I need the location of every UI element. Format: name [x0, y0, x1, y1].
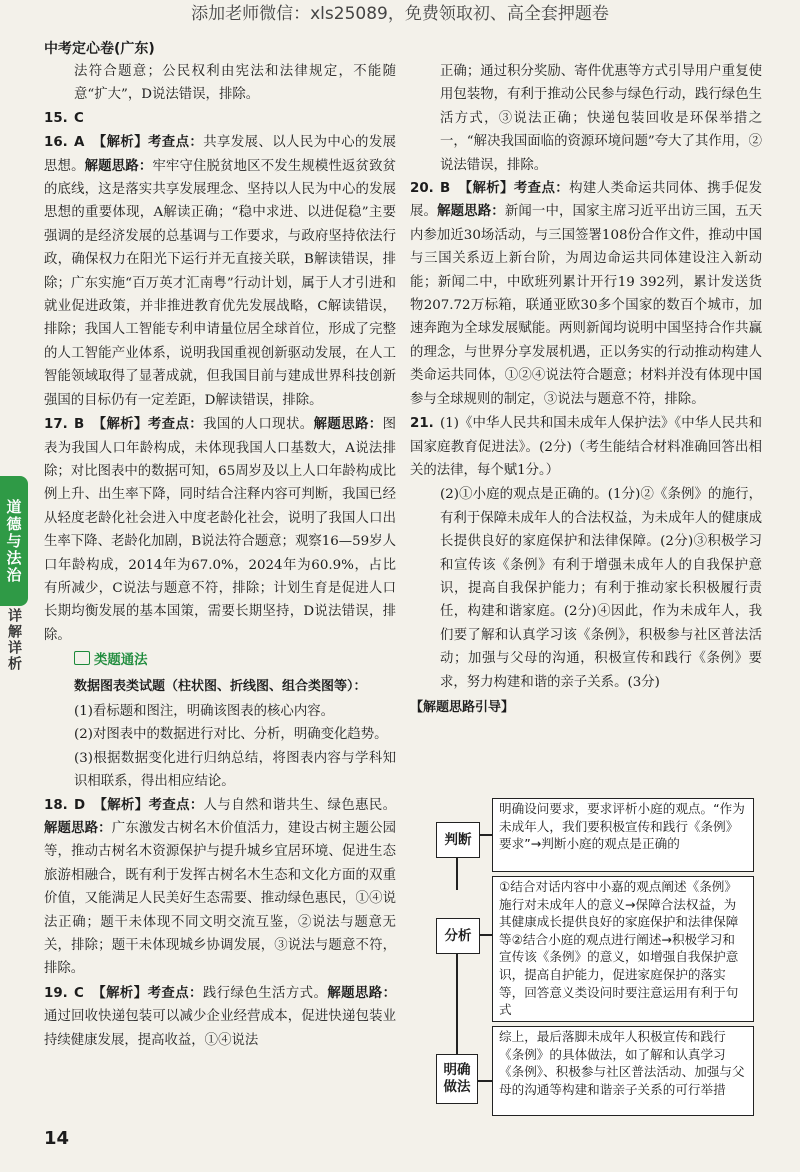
guide-title: 【解题思路引导】 — [410, 699, 515, 715]
solution-text: 通过回收快递包装可以减少企业经营成本，促进快递包装业持续健康发展，提高收益，①④说法 — [44, 1009, 396, 1048]
method-label: 明确做法 — [436, 1054, 478, 1104]
key-point-label: 考查点： — [148, 134, 204, 151]
answer-letter: D — [74, 797, 86, 813]
question-21 — [410, 412, 762, 482]
tip-item: (3)根据数据变化进行归纳总结，将图表内容与学科知识相联系，得出相应结论。 — [74, 750, 396, 790]
pencil-note-icon — [74, 651, 90, 665]
key-point-label: 考查点： — [147, 984, 203, 1001]
solution-text: 图表为我国人口年龄构成，未体现我国人口基数大，A说法排除；对比图表中的数据可知，65周岁及以上人口年龄构成比例上升、出生率下降，同时结合注释内容可判断，我国已经从轻度老龄化社会进入中度老龄化社会，说明了我国人口出生率下降、老龄化加剧，B说法符合题意；观察16—59岁人口年龄构成，2014年为67.0%，2024年为60.9%，占比有所减少，C说法与题意不符，排除；计划生育是促进人口长期均衡发展的基本国策，需要长期坚持，D说法错误，排除。 — [44, 417, 397, 643]
analyze-box: ①结合对话内容中小嘉的观点阐述《条例》施行对未成年人的意义→保障合法权益，为其健康成长提供良好的家庭保护和法律保障等②结合小庭的观点进行阐述→积极学习和宣传该《条例》的意义，如增强自我保护意识，提高自护能力，促进家庭保护的落实等，回答意义类设问时要注意运用有利于句式 — [492, 876, 754, 1022]
answer-letter: A — [74, 135, 85, 151]
connector-line — [478, 834, 492, 836]
answer-letter: C — [74, 110, 84, 126]
question-16 — [44, 131, 396, 412]
solution-label: 解题思路： — [84, 157, 153, 174]
connector-line — [478, 1080, 492, 1082]
key-point: 共享发展、以人民为中心的发展思想。 — [44, 135, 397, 174]
solution-label: 解题思路： — [313, 416, 383, 433]
analysis-tag: 【解析】 — [91, 985, 148, 1001]
analysis-tag: 【解析】 — [458, 181, 514, 197]
solution-label: 解题思路： — [327, 984, 397, 1001]
key-point: 我国的人口现状。 — [203, 417, 314, 433]
tip-item: (1)看标题和图注，明确该图表的核心内容。 — [74, 703, 334, 719]
connector-line — [456, 858, 458, 890]
key-point-label: 考查点： — [147, 416, 204, 433]
question-number: 20. — [410, 181, 434, 197]
solution-guide-diagram — [436, 798, 762, 1116]
tip-item: (2)对图表中的数据进行对比、分析，明确变化趋势。 — [74, 727, 388, 743]
answer-letter: B — [440, 181, 451, 197]
key-point-label: 考查点： — [148, 796, 204, 813]
key-point: 人与自然和谐共生、绿色惠民。 — [203, 797, 397, 813]
solution-text: 牢牢守住脱贫地区不发生规模性返贫致贫的底线，这是落实共享发展理念、坚持以人民为中心的发展思想的重要体现，A解读正确；“稳中求进、以进促稳”主要强调的是经济发展的总基调与工作要求，与政府坚持依法行政，确保权力在阳光下运行并无直接关联，B解读错误，排除；广东实施“百万英才汇南粤”行动计划，属于人才引进和就业促进政策，并非推进教育优先发展战略，C解读错误，排除；我国人工智能专利申请量位居全球首位，形成了完整的人工智能产业体系，说明我国重视创新驱动发展，在人工智能领域取得了显著成就，但我国目前与建成世界科技创新强国的目标仍有一定差距，D解读错误，排除。 — [44, 158, 397, 408]
connector-line — [478, 934, 492, 936]
continued-text: 正确；通过积分奖励、寄件优惠等方式引导用户重复使用包装物，有利于推动公民参与绿色行动，践行绿色生活方式，③说法正确；快递包装回收是环保举措之一，“解决我国面临的资源环境问题”夸大了其作用，②说法错误，排除。 — [440, 64, 762, 173]
analysis-tag: 【解析】 — [92, 135, 148, 151]
judge-label: 判断 — [436, 822, 480, 858]
analyze-label: 分析 — [436, 918, 480, 954]
question-number: 15. — [44, 110, 68, 126]
answer-part-2: (2)①小庭的观点是正确的。(1分)②《条例》的施行，有利于保障未成年人的合法权益，为未成年人的健康成长提供良好的家庭保护和法律保障。(2分)③积极学习和宣传该《条例》有利于增强未成年人的自我保护意识，提高自我保护能力；有利于推动家长积极履行责任，构建和谐家庭。(2分)④因此，作为未成年人，我们要了解和认真学习该《条例》，积极参与社区普法活动；加强与父母的沟通，积极宣传和践行《条例》要求，努力构建和谐的亲子关系。(3分) — [440, 487, 762, 690]
question-number: 18. — [44, 797, 68, 813]
right-column — [410, 60, 762, 721]
running-head: 中考定心卷(广东) — [44, 41, 155, 57]
solution-text: 广东激发古树名木价值活力，建设古树主题公园等，推动古树名木资源保护与提升城乡宜居环境、促进生态旅游相融合，既有利于发挥古树名木生态和文化方面的双重价值，又能满足人民美好生态需要、推动绿色惠民，①④说法正确；题干未体现不同文明交流互鉴，②说法与题意无关，排除；题干未体现城乡协调发展，③说法与题意不符，排除。 — [44, 821, 397, 977]
question-18 — [44, 794, 396, 981]
question-20 — [410, 177, 762, 411]
analysis-tag: 【解析】 — [93, 797, 149, 813]
watermark-banner: 添加老师微信：xls25089，免费领取初、高全套押题卷 — [191, 4, 609, 24]
answer-letter: B — [74, 417, 85, 433]
section-label: 详解详析 — [6, 608, 22, 672]
answer-part-1: (1)《中华人民共和国未成年人保护法》《中华人民共和国家庭教育促进法》。(2分)（考生能结合材料准确回答出相关的法律，每个赋1分。） — [410, 416, 762, 478]
solution-text: 新闻一中，国家主席习近平出访三国，五天内参加近30场活动，与三国签署108份合作文件，推动中国与三国关系迈上新台阶，为周边命运共同体建设注入新动能；新闻二中，中欧班列累计开行19 392列，累计发送货物207.72万标箱，联通亚欧30多个国家的数百个城市，加速奔跑为全球发展赋能。两则新闻均说明中国坚持合作共赢的理念，与世界分享发展机遇，正以务实的行动推动构建人类命运共同体，①②④说法符合题意；材料并没有体现中国参与全球规则的制定，③说法与题意不符，排除。 — [410, 204, 763, 407]
solution-label: 解题思路： — [437, 203, 505, 220]
question-17 — [44, 413, 396, 647]
judge-box: 明确设问要求，要求评析小庭的观点。“作为未成年人，我们要积极宣传和践行《条例》要求”→判断小庭的观点是正确的 — [492, 798, 754, 872]
tip-title: 类题通法 — [94, 653, 148, 669]
method-box: 综上，最后落脚未成年人积极宣传和践行《条例》的具体做法，如了解和认真学习《条例》、积极参与社区普法活动、加强与父母的沟通等构建和谐亲子关系的可行举措 — [492, 1026, 754, 1116]
solution-label: 解题思路： — [44, 820, 112, 836]
question-number: 19. — [44, 985, 68, 1001]
continued-text: 法符合题意；公民权利由宪法和法律规定，不能随意“扩大”，D说法错误，排除。 — [74, 64, 396, 103]
page-number: 14 — [44, 1128, 70, 1149]
question-15 — [44, 107, 396, 130]
question-number: 21. — [410, 416, 434, 432]
left-column — [44, 60, 396, 1053]
analysis-tag: 【解析】 — [92, 417, 148, 433]
subject-tab: 道德与法治 — [0, 476, 28, 606]
question-number: 16. — [44, 135, 68, 151]
question-number: 17. — [44, 417, 68, 433]
question-19 — [44, 982, 396, 1052]
key-point: 践行绿色生活方式。 — [202, 985, 328, 1001]
key-point: 构建人类命运共同体、携手促发展。 — [410, 181, 763, 220]
tip-subhead: 数据图表类试题（柱状图、折线图、组合类图等）： — [74, 678, 367, 694]
tip-heading — [74, 649, 396, 672]
answer-letter: C — [74, 985, 84, 1001]
key-point-label: 考查点： — [513, 180, 570, 197]
